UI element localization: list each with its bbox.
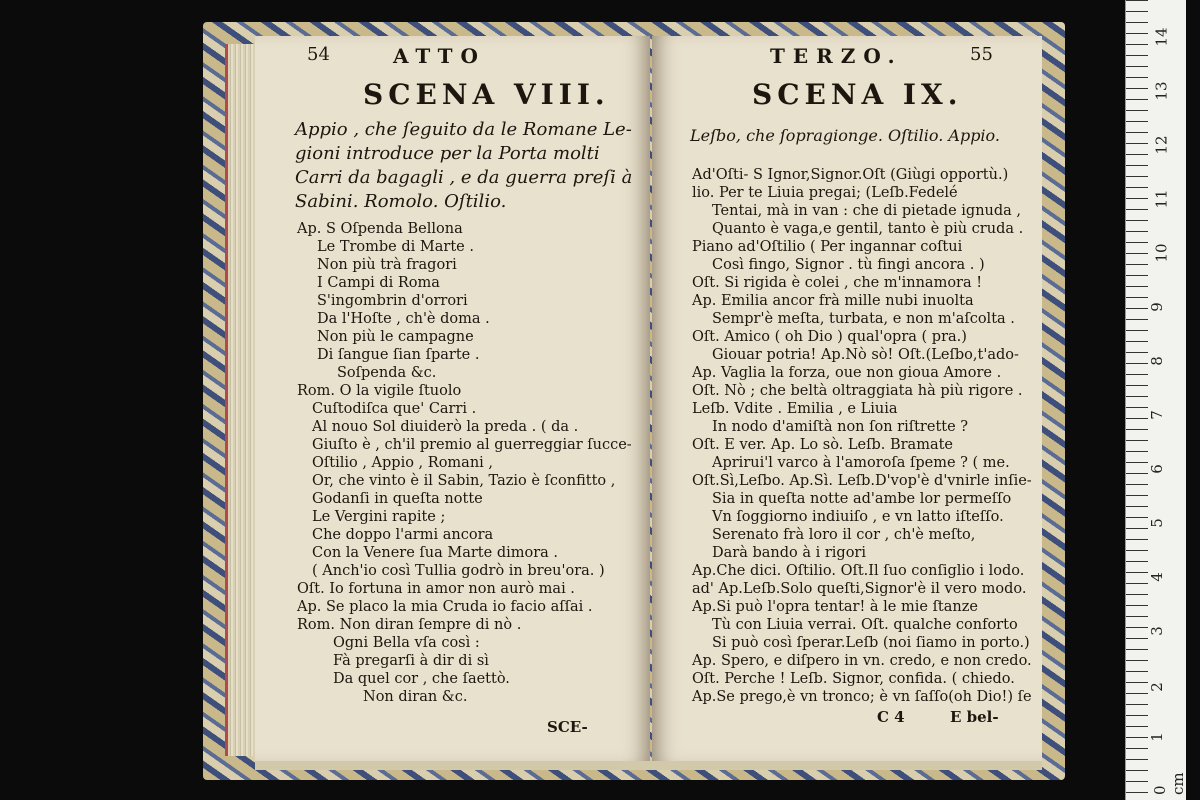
verse-line: Sempr'è meſta, turbata, e non m'aſcolta . xyxy=(712,311,1015,327)
verse-line: Rom. Non diran ſempre di nò . xyxy=(297,617,522,633)
verse-line: Ap. S Oſpenda Bellona xyxy=(297,221,463,237)
intro-line: Carri da bagagli , e da guerra preſi à xyxy=(295,167,633,188)
verse-line: Oſt. Si rigida è colei , che m'innamora ! xyxy=(692,275,983,291)
verse-line: Da quel cor , che ſaettò. xyxy=(333,671,510,687)
verse-line: Le Vergini rapite ; xyxy=(312,509,446,525)
verse-line: Tù con Liuia verrai. Oſt. qualche conforto xyxy=(712,617,1018,633)
verse-line: Sia in queſta notte ad'ambe lor permeſſo xyxy=(712,491,1012,507)
verse-line: Con la Venere ſua Marte dimora . xyxy=(312,545,559,561)
verse-line: Giouar potria! Ap.Nò sò! Oſt.(Leſbo,t'ado- xyxy=(712,347,1019,363)
running-header: ATTO xyxy=(393,44,486,68)
ruler-number: 12 xyxy=(1152,135,1171,155)
ruler-number: 1 xyxy=(1147,732,1166,742)
verse-line: Quanto è vaga,e gentil, tanto è più cruda . xyxy=(712,221,1024,237)
page-number: 55 xyxy=(970,44,993,65)
signature-mark: C 4 xyxy=(877,708,905,726)
verse-line: Soſpenda &c. xyxy=(337,365,437,381)
verse-line: Non più le campagne xyxy=(317,329,474,345)
verse-line: Tentai, mà in van : che di pietade ignuda , xyxy=(712,203,1022,219)
ruler-number: 14 xyxy=(1152,27,1171,47)
verse-line: Ap.Che dici. Oſtilio. Oſt.Il ſuo conſiglio i lodo. xyxy=(692,563,1025,579)
ruler-unit: 0 cm xyxy=(1151,772,1187,795)
verse-line: Ap. Spero, e diſpero in vn. credo, e non credo. xyxy=(692,653,1032,669)
verse-line: S'ingombrin d'orrori xyxy=(317,293,468,309)
ruler-number: 9 xyxy=(1147,302,1166,312)
verse-line: I Campi di Roma xyxy=(317,275,440,291)
verse-line: Oſt. Amico ( oh Dio ) qual'opra ( pra.) xyxy=(692,329,967,345)
verse-line: Ap.Se prego,è vn tronco; è vn ſaſſo(oh Dio!) ſe xyxy=(692,689,1032,705)
scene-title: SCENA IX. xyxy=(752,78,963,111)
ruler-number: 5 xyxy=(1147,518,1166,528)
verse-line: Che doppo l'armi ancora xyxy=(312,527,494,543)
verse-line: Non più trà fragori xyxy=(317,257,457,273)
verse-line: Da l'Hoſte , ch'è doma . xyxy=(317,311,490,327)
verse-line: Ap. Se placo la mia Cruda io facio aſſai . xyxy=(297,599,593,615)
verse-line: Oſt. E ver. Ap. Lo sò. Leſb. Bramate xyxy=(692,437,954,453)
scene-intro xyxy=(295,118,632,214)
verse-line: Oſt. Perche ! Leſb. Signor, confida. ( chiedo. xyxy=(692,671,1015,687)
verse-line: Vn ſoggiorno indiuiſo , e vn latto iſteſſo. xyxy=(712,509,1004,525)
verse-line: Darà bando à i rigori xyxy=(712,545,866,561)
verse-line: Godanſi in queſta notte xyxy=(312,491,483,507)
ruler-number: 4 xyxy=(1147,572,1166,582)
verse-line: Oſt. Nò ; che beltà oltraggiata hà più rigore . xyxy=(692,383,1023,399)
verse-line: Giuſto è , ch'il premio al guerreggiar ſucce- xyxy=(312,437,632,453)
page-bottom-edge xyxy=(255,760,1042,770)
measurement-ruler xyxy=(1125,0,1186,800)
verse-line: Non diran &c. xyxy=(363,689,468,705)
verse-line: Aprirui'l varco à l'amoroſa ſpeme ? ( me. xyxy=(712,455,1010,471)
ruler-number: 13 xyxy=(1152,81,1171,101)
verse-line: Si può così ſperar.Leſb (noi ſiamo in porto.) xyxy=(712,635,1030,651)
verse-line: ( Anch'io così Tullia godrò in breu'ora. ) xyxy=(312,563,605,579)
verse-line: Piano ad'Oſtilio ( Per ingannar coſtui xyxy=(692,239,963,255)
left-page xyxy=(255,36,650,761)
ruler-ticks xyxy=(1126,0,1148,800)
verse-line: Ad'Oſti- S Ignor,Signor.Oſt (Giùgi opportù.) xyxy=(692,167,1009,183)
right-page xyxy=(652,36,1042,761)
scene-title: SCENA VIII. xyxy=(363,78,610,111)
intro-line: Sabini. Romolo. Oſtilio. xyxy=(295,191,507,212)
verse-line: Oſt. Io fortuna in amor non aurò mai . xyxy=(297,581,575,597)
verse-line: Ap. Vaglia la forza, oue non gioua Amore . xyxy=(692,365,1002,381)
ruler-number: 10 xyxy=(1152,243,1171,263)
verse-line: Rom. O la vigile ſtuolo xyxy=(297,383,462,399)
verse-line: Così fingo, Signor . tù fingi ancora . ) xyxy=(712,257,985,273)
verse-line: Serenato frà loro il cor , ch'è meſto, xyxy=(712,527,976,543)
verse-line: ad' Ap.Leſb.Solo queſti,Signor'è il vero modo. xyxy=(692,581,1027,597)
verse-line: Oſt.Sì,Leſbo. Ap.Sì. Leſb.D'vop'è d'vnirle inſie- xyxy=(692,473,1032,489)
catchword: SCE- xyxy=(547,718,588,736)
intro-line: gioni introduce per la Porta molti xyxy=(295,143,600,164)
verse-line: Al nouo Sol diuiderò la preda . ( da . xyxy=(312,419,579,435)
verse-line: Ogni Bella vſa così : xyxy=(333,635,480,651)
verse-line: Or, che vinto è il Sabin, Tazio è ſconfitto , xyxy=(312,473,616,489)
ruler-number: 3 xyxy=(1147,626,1166,636)
verse-line: Fà pregarſi à dir di sì xyxy=(333,653,489,669)
ruler-number: 11 xyxy=(1152,189,1171,209)
scene-intro: Leſbo, che ſopragionge. Oſtilio. Appio. xyxy=(690,126,1000,145)
verse-line: Le Trombe di Marte . xyxy=(317,239,474,255)
verse-line: Ap. Emilia ancor frà mille nubi inuolta xyxy=(692,293,974,309)
catchword: E bel- xyxy=(950,708,999,726)
verse-line: In nodo d'amiſtà non ſon riſtrette ? xyxy=(712,419,969,435)
verse-line: Leſb. Vdite . Emilia , e Liuia xyxy=(692,401,898,417)
ruler-number: 8 xyxy=(1147,356,1166,366)
verse-line: Oſtilio , Appio , Romani , xyxy=(312,455,494,471)
intro-line: Appio , che ſeguito da le Romane Le- xyxy=(295,119,632,140)
ruler-number: 2 xyxy=(1147,682,1166,692)
page-number: 54 xyxy=(307,44,330,65)
verse-line: lio. Per te Liuia pregai; (Leſb.Fedelé xyxy=(692,185,958,201)
ruler-number: 7 xyxy=(1147,410,1166,420)
running-header: TERZO. xyxy=(770,44,903,68)
verse-line: Di ſangue ſian ſparte . xyxy=(317,347,480,363)
verse-line: Cuſtodiſca que' Carri . xyxy=(312,401,477,417)
ruler-number: 6 xyxy=(1147,464,1166,474)
verse-line: Ap.Si può l'opra tentar! à le mie ſtanze xyxy=(692,599,978,615)
